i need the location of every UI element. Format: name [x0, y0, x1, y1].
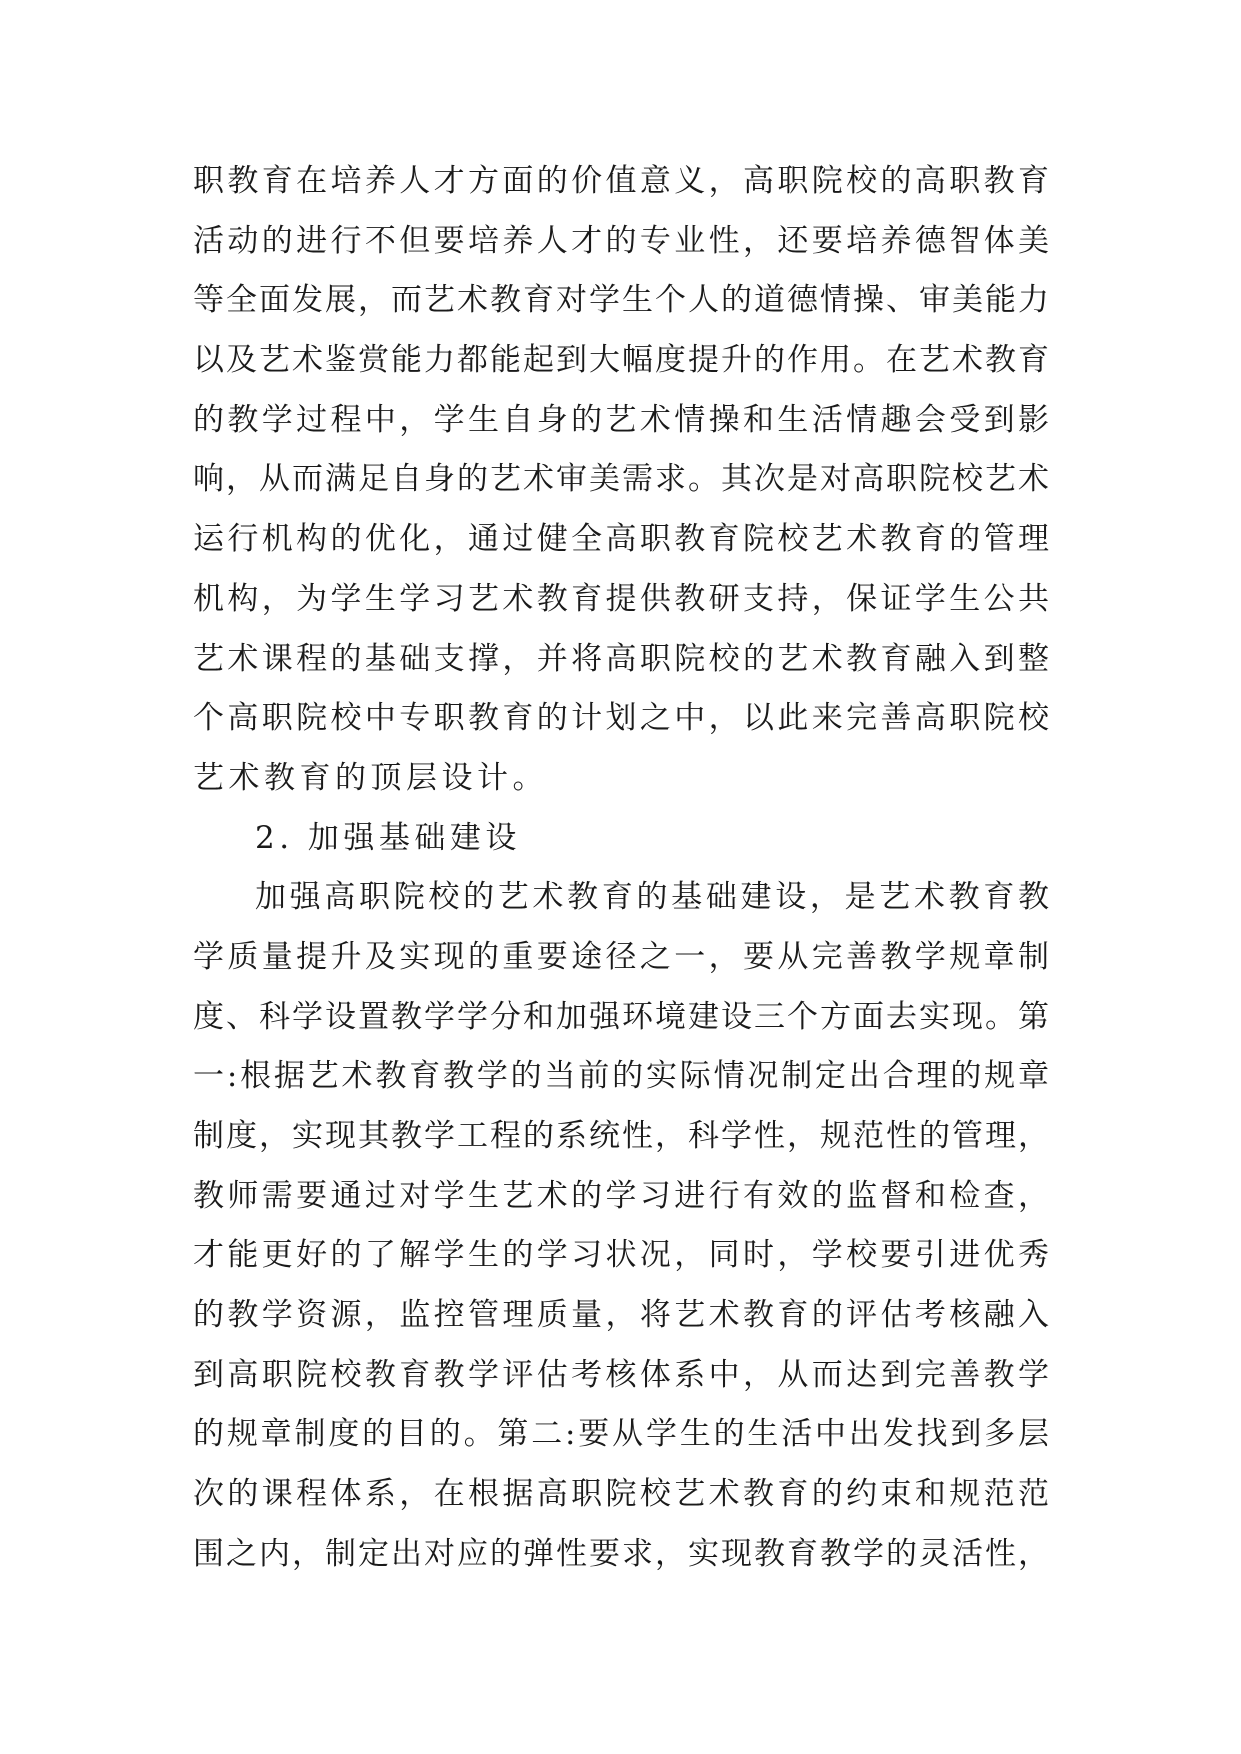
- text-line: 艺术教育的顶层设计。: [193, 759, 548, 796]
- text-line: 活动的进行不但要培养人才的专业性，还要培养德智体美: [193, 222, 1049, 259]
- text-line: 的教学资源，监控管理质量，将艺术教育的评估考核融入: [193, 1297, 1049, 1334]
- text-line: 艺术课程的基础支撑，并将高职院校的艺术教育融入到整: [193, 640, 1049, 677]
- text-line: 的规章制度的目的。第二:要从学生的生活中出发找到多层: [193, 1416, 1049, 1453]
- text-line: 以及艺术鉴赏能力都能起到大幅度提升的作用。在艺术教育: [193, 342, 1049, 379]
- text-line: 的教学过程中，学生自身的艺术情操和生活情趣会受到影: [193, 401, 1049, 438]
- paragraph-2: [193, 868, 1049, 1584]
- text-line: 次的课程体系，在根据高职院校艺术教育的约束和规范范: [193, 1476, 1049, 1513]
- text-line: 个高职院校中专职教育的计划之中，以此来完善高职院校: [193, 700, 1049, 737]
- text-line: 运行机构的优化，通过健全高职教育院校艺术教育的管理: [193, 521, 1049, 558]
- text-line: 等全面发展，而艺术教育对学生个人的道德情操、审美能力: [193, 282, 1049, 319]
- text-line: 制度，实现其教学工程的系统性，科学性，规范性的管理，: [193, 1118, 1049, 1154]
- section-heading: 2. 加强基础建设: [255, 819, 521, 856]
- text-line: 教师需要通过对学生艺术的学习进行有效的监督和检查，: [193, 1177, 1049, 1214]
- text-line: 学质量提升及实现的重要途径之一，要从完善教学规章制: [193, 938, 1049, 975]
- document-page: [193, 152, 1049, 1585]
- text-line: 机构，为学生学习艺术教育提供教研支持，保证学生公共: [193, 580, 1049, 617]
- text-line: 到高职院校教育教学评估考核体系中，从而达到完善教学: [193, 1356, 1049, 1393]
- text-line: 职教育在培养人才方面的价值意义，高职院校的高职教育: [193, 163, 1049, 199]
- paragraph-1: [193, 152, 1049, 809]
- text-line: 围之内，制定出对应的弹性要求，实现教育教学的灵活性，: [193, 1535, 1049, 1572]
- text-line: 度、科学设置教学学分和加强环境建设三个方面去实现。第: [193, 998, 1049, 1035]
- text-line: 才能更好的了解学生的学习状况，同时，学校要引进优秀: [193, 1237, 1049, 1274]
- text-line: 响，从而满足自身的艺术审美需求。其次是对高职院校艺术: [193, 461, 1049, 498]
- text-line: 一:根据艺术教育教学的当前的实际情况制定出合理的规章: [193, 1058, 1049, 1095]
- text-line: 加强高职院校的艺术教育的基础建设，是艺术教育教: [255, 879, 1049, 916]
